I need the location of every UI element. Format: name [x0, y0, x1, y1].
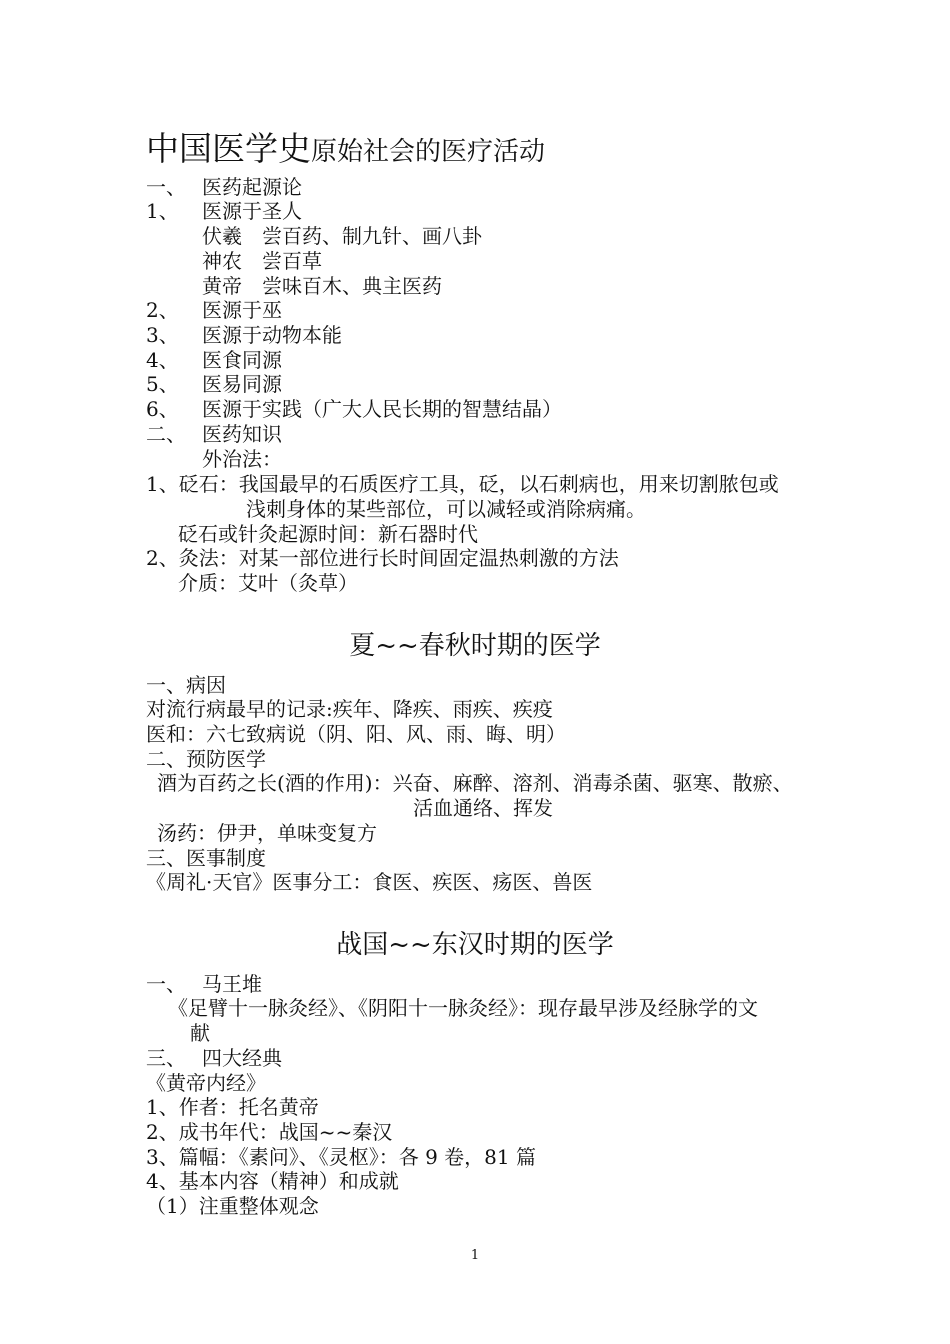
text-line: 4、基本内容（精神）和成就	[146, 1169, 399, 1193]
title-sub: 原始社会的医疗活动	[311, 137, 546, 167]
text-line: 介质：艾叶（灸草）	[178, 571, 358, 595]
text-line: 汤药：伊尹，单味变复方	[157, 821, 377, 845]
text-line: 一、病因	[146, 673, 226, 697]
text-line: 黄帝 尝味百木、典主医药	[202, 274, 442, 298]
title-main: 中国医学史	[146, 129, 311, 168]
section-heading: 战国~~东汉时期的医学	[336, 930, 614, 960]
text-line: 活血通络、挥发	[413, 796, 553, 820]
outline-item: 6、 医源于实践（广大人民长期的智慧结晶）	[146, 397, 562, 421]
outline-item: 5、 医易同源	[146, 372, 282, 396]
text-line: 砭石或针灸起源时间：新石器时代	[178, 522, 478, 546]
text-line: （1）注重整体观念	[146, 1194, 319, 1218]
outline-item: 三、 四大经典	[146, 1046, 282, 1070]
outline-item: 二、 医药知识	[146, 422, 282, 446]
text-line: 神农 尝百草	[202, 249, 322, 273]
outline-item: 一、 马王堆	[146, 972, 262, 996]
text-line: 2、成书年代：战国~~秦汉	[146, 1120, 393, 1144]
text-line: 3、篇幅：《素问》、《灵枢》：各 9 卷，81 篇	[146, 1145, 536, 1169]
text-line: 伏羲 尝百药、制九针、画八卦	[202, 224, 482, 248]
outline-item: 4、 医食同源	[146, 348, 282, 372]
text-line: 外治法：	[202, 447, 282, 471]
text-line: 《周礼·天官》医事分工：食医、疾医、疡医、兽医	[146, 870, 593, 894]
text-line: 对流行病最早的记录:疾年、降疾、雨疾、疾疫	[146, 697, 553, 721]
text-line: 三、医事制度	[146, 846, 266, 870]
text-line: 《足臂十一脉灸经》、《阴阳十一脉灸经》：现存最早涉及经脉学的文	[168, 996, 758, 1020]
page-number: 1	[470, 1248, 480, 1263]
outline-item: 1、 医源于圣人	[146, 199, 302, 223]
section-heading: 夏~~春秋时期的医学	[349, 631, 601, 661]
outline-item: 3、 医源于动物本能	[146, 323, 342, 347]
text-line: 1、作者：托名黄帝	[146, 1095, 319, 1119]
text-line: 2、灸法：对某一部位进行长时间固定温热刺激的方法	[146, 546, 619, 570]
text-line: 二、预防医学	[146, 747, 266, 771]
document-title	[146, 130, 545, 168]
text-line: 1、砭石：我国最早的石质医疗工具，砭，以石刺病也，用来切割脓包或	[146, 472, 779, 496]
text-line: 医和：六七致病说（阴、阳、风、雨、晦、明）	[146, 722, 566, 746]
outline-item: 2、 医源于巫	[146, 298, 282, 322]
outline-item: 一、 医药起源论	[146, 175, 302, 199]
text-line: 献	[190, 1021, 210, 1045]
text-line: 浅刺身体的某些部位，可以减轻或消除病痛。	[246, 497, 646, 521]
text-line: 《黄帝内经》	[146, 1071, 266, 1095]
text-line: 酒为百药之长(酒的作用)：兴奋、麻醉、溶剂、消毒杀菌、驱寒、散瘀、	[157, 771, 793, 795]
